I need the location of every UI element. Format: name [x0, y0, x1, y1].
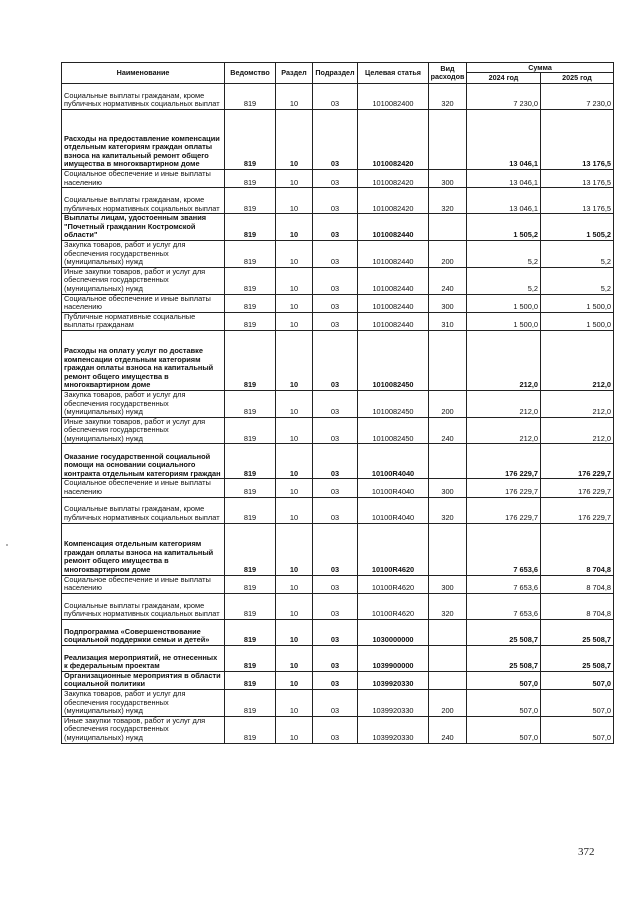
row-vedomstvo: 819 — [225, 523, 276, 575]
row-sum-2024: 1 505,2 — [467, 214, 541, 241]
row-expense-type: 240 — [429, 267, 467, 294]
row-podrazdel: 03 — [313, 593, 358, 619]
row-sum-2025: 212,0 — [541, 330, 614, 390]
row-name: Закупка товаров, работ и услуг для обеспечения государственных (муниципальных) нужд — [62, 240, 225, 267]
row-name: Иные закупки товаров, работ и услуг для обеспечения государственных (муниципальных) нужд — [62, 267, 225, 294]
row-podrazdel: 03 — [313, 444, 358, 479]
row-razdel: 10 — [276, 479, 313, 497]
row-sum-2024: 507,0 — [467, 690, 541, 717]
budget-table — [61, 62, 614, 744]
row-target-article: 1010082450 — [358, 390, 429, 417]
row-expense-type: 300 — [429, 294, 467, 312]
row-expense-type: 320 — [429, 84, 467, 110]
row-podrazdel: 03 — [313, 645, 358, 671]
row-expense-type: 300 — [429, 479, 467, 497]
row-vedomstvo: 819 — [225, 497, 276, 523]
table-row — [62, 267, 614, 294]
row-expense-type: 200 — [429, 240, 467, 267]
row-vedomstvo: 819 — [225, 417, 276, 444]
row-sum-2025: 8 704,8 — [541, 575, 614, 593]
row-target-article: 1010082440 — [358, 240, 429, 267]
row-vedomstvo: 819 — [225, 170, 276, 188]
row-target-article: 10100R4620 — [358, 523, 429, 575]
row-target-article: 10100R4620 — [358, 575, 429, 593]
row-name: Иные закупки товаров, работ и услуг для обеспечения государственных (муниципальных) нужд — [62, 417, 225, 444]
header-target-article: Целевая статья — [358, 63, 429, 84]
row-vedomstvo: 819 — [225, 188, 276, 214]
row-target-article: 1010082400 — [358, 84, 429, 110]
table-row — [62, 497, 614, 523]
row-razdel: 10 — [276, 110, 313, 170]
row-podrazdel: 03 — [313, 523, 358, 575]
header-razdel: Раздел — [276, 63, 313, 84]
row-vedomstvo: 819 — [225, 84, 276, 110]
row-sum-2025: 13 176,5 — [541, 110, 614, 170]
row-vedomstvo: 819 — [225, 214, 276, 241]
row-expense-type: 200 — [429, 690, 467, 717]
row-sum-2024: 5,2 — [467, 240, 541, 267]
table-header — [62, 63, 614, 84]
row-podrazdel: 03 — [313, 267, 358, 294]
row-expense-type: 240 — [429, 417, 467, 444]
table-row — [62, 645, 614, 671]
row-name: Иные закупки товаров, работ и услуг для обеспечения государственных (муниципальных) нужд — [62, 716, 225, 743]
row-sum-2025: 13 176,5 — [541, 188, 614, 214]
row-name: Социальные выплаты гражданам, кроме публичных нормативных социальных выплат — [62, 84, 225, 110]
row-sum-2025: 176 229,7 — [541, 497, 614, 523]
row-razdel: 10 — [276, 312, 313, 330]
row-vedomstvo: 819 — [225, 267, 276, 294]
row-target-article: 1010082440 — [358, 312, 429, 330]
row-expense-type: 200 — [429, 390, 467, 417]
table-row — [62, 575, 614, 593]
row-podrazdel: 03 — [313, 690, 358, 717]
row-sum-2025: 176 229,7 — [541, 479, 614, 497]
row-vedomstvo: 819 — [225, 240, 276, 267]
row-sum-2025: 13 176,5 — [541, 170, 614, 188]
row-target-article: 1010082440 — [358, 267, 429, 294]
row-podrazdel: 03 — [313, 312, 358, 330]
page-number: 372 — [578, 846, 595, 858]
row-sum-2024: 5,2 — [467, 267, 541, 294]
row-podrazdel: 03 — [313, 170, 358, 188]
row-name: Расходы на предоставление компенсации отдельным категориям граждан оплаты взноса на капитальный ремонт общего имущества в многоквартирном доме — [62, 110, 225, 170]
row-sum-2024: 176 229,7 — [467, 479, 541, 497]
row-name: Закупка товаров, работ и услуг для обеспечения государственных (муниципальных) нужд — [62, 390, 225, 417]
row-podrazdel: 03 — [313, 575, 358, 593]
row-target-article: 1039920330 — [358, 716, 429, 743]
row-sum-2025: 25 508,7 — [541, 619, 614, 645]
row-sum-2025: 1 505,2 — [541, 214, 614, 241]
row-name: Выплаты лицам, удостоенным звания "Почетный гражданин Костромской области" — [62, 214, 225, 241]
row-name: Социальное обеспечение и иные выплаты населению — [62, 575, 225, 593]
row-sum-2025: 1 500,0 — [541, 294, 614, 312]
row-sum-2024: 212,0 — [467, 330, 541, 390]
table-row — [62, 214, 614, 241]
row-sum-2024: 7 653,6 — [467, 523, 541, 575]
row-razdel: 10 — [276, 390, 313, 417]
row-vedomstvo: 819 — [225, 330, 276, 390]
row-name: Подпрограмма «Совершенствование социальной поддержки семьи и детей» — [62, 619, 225, 645]
row-razdel: 10 — [276, 690, 313, 717]
row-vedomstvo: 819 — [225, 575, 276, 593]
row-sum-2024: 176 229,7 — [467, 444, 541, 479]
row-razdel: 10 — [276, 645, 313, 671]
row-name: Социальное обеспечение и иные выплаты населению — [62, 479, 225, 497]
row-razdel: 10 — [276, 267, 313, 294]
row-expense-type — [429, 330, 467, 390]
table-row — [62, 110, 614, 170]
row-expense-type: 310 — [429, 312, 467, 330]
header-sum: Сумма — [467, 63, 614, 73]
row-sum-2025: 212,0 — [541, 390, 614, 417]
row-razdel: 10 — [276, 523, 313, 575]
row-target-article: 1039920330 — [358, 690, 429, 717]
row-sum-2025: 212,0 — [541, 417, 614, 444]
row-razdel: 10 — [276, 170, 313, 188]
row-target-article: 1010082440 — [358, 294, 429, 312]
row-podrazdel: 03 — [313, 84, 358, 110]
table-row — [62, 170, 614, 188]
row-sum-2024: 507,0 — [467, 671, 541, 689]
header-year-2024: 2024 год — [467, 73, 541, 84]
table-row — [62, 671, 614, 689]
row-podrazdel: 03 — [313, 716, 358, 743]
table-row — [62, 390, 614, 417]
table-row — [62, 523, 614, 575]
row-vedomstvo: 819 — [225, 110, 276, 170]
row-sum-2024: 176 229,7 — [467, 497, 541, 523]
row-expense-type — [429, 645, 467, 671]
row-expense-type — [429, 523, 467, 575]
row-target-article: 10100R4620 — [358, 593, 429, 619]
row-razdel: 10 — [276, 444, 313, 479]
row-razdel: 10 — [276, 417, 313, 444]
row-target-article: 1010082450 — [358, 417, 429, 444]
row-podrazdel: 03 — [313, 214, 358, 241]
header-podrazdel: Подраздел — [313, 63, 358, 84]
row-name: Социальное обеспечение и иные выплаты населению — [62, 170, 225, 188]
table-row — [62, 294, 614, 312]
row-podrazdel: 03 — [313, 479, 358, 497]
row-vedomstvo: 819 — [225, 671, 276, 689]
row-sum-2024: 25 508,7 — [467, 619, 541, 645]
row-sum-2024: 1 500,0 — [467, 312, 541, 330]
row-razdel: 10 — [276, 575, 313, 593]
row-target-article: 10100R4040 — [358, 479, 429, 497]
row-name: Социальное обеспечение и иные выплаты населению — [62, 294, 225, 312]
row-name: Публичные нормативные социальные выплаты гражданам — [62, 312, 225, 330]
row-target-article: 1010082420 — [358, 170, 429, 188]
row-razdel: 10 — [276, 240, 313, 267]
row-sum-2025: 25 508,7 — [541, 645, 614, 671]
table-row — [62, 330, 614, 390]
row-vedomstvo: 819 — [225, 593, 276, 619]
row-expense-type — [429, 444, 467, 479]
row-vedomstvo: 819 — [225, 294, 276, 312]
row-expense-type: 240 — [429, 716, 467, 743]
row-expense-type: 320 — [429, 497, 467, 523]
row-name: Реализация мероприятий, не отнесенных к федеральным проектам — [62, 645, 225, 671]
row-podrazdel: 03 — [313, 294, 358, 312]
row-razdel: 10 — [276, 330, 313, 390]
row-sum-2024: 13 046,1 — [467, 188, 541, 214]
row-sum-2024: 25 508,7 — [467, 645, 541, 671]
row-razdel: 10 — [276, 593, 313, 619]
row-podrazdel: 03 — [313, 619, 358, 645]
row-target-article: 10100R4040 — [358, 444, 429, 479]
row-sum-2024: 212,0 — [467, 417, 541, 444]
table-row — [62, 84, 614, 110]
row-name: Социальные выплаты гражданам, кроме публичных нормативных социальных выплат — [62, 188, 225, 214]
row-target-article: 1039920330 — [358, 671, 429, 689]
row-podrazdel: 03 — [313, 110, 358, 170]
scan-speck — [6, 544, 8, 546]
row-expense-type — [429, 671, 467, 689]
row-vedomstvo: 819 — [225, 312, 276, 330]
row-expense-type — [429, 214, 467, 241]
row-vedomstvo: 819 — [225, 716, 276, 743]
row-podrazdel: 03 — [313, 188, 358, 214]
row-expense-type: 320 — [429, 188, 467, 214]
row-name: Социальные выплаты гражданам, кроме публичных нормативных социальных выплат — [62, 497, 225, 523]
row-podrazdel: 03 — [313, 330, 358, 390]
row-expense-type: 300 — [429, 575, 467, 593]
table-row — [62, 188, 614, 214]
row-sum-2025: 8 704,8 — [541, 523, 614, 575]
row-target-article: 1030000000 — [358, 619, 429, 645]
row-vedomstvo: 819 — [225, 390, 276, 417]
row-vedomstvo: 819 — [225, 479, 276, 497]
row-sum-2025: 7 230,0 — [541, 84, 614, 110]
table-body — [62, 84, 614, 744]
row-name: Расходы на оплату услуг по доставке компенсации отдельным категориям граждан оплаты взноса на капитальный ремонт общего имущества в многоквартирном доме — [62, 330, 225, 390]
row-podrazdel: 03 — [313, 497, 358, 523]
row-razdel: 10 — [276, 671, 313, 689]
row-name: Компенсация отдельным категориям граждан оплаты взноса на капитальный ремонт общего имущества в многоквартирном доме — [62, 523, 225, 575]
row-target-article: 1010082420 — [358, 110, 429, 170]
table-row — [62, 240, 614, 267]
row-name: Закупка товаров, работ и услуг для обеспечения государственных (муниципальных) нужд — [62, 690, 225, 717]
row-sum-2025: 507,0 — [541, 671, 614, 689]
table-row — [62, 312, 614, 330]
row-sum-2024: 7 653,6 — [467, 575, 541, 593]
row-sum-2025: 5,2 — [541, 240, 614, 267]
row-target-article: 1039900000 — [358, 645, 429, 671]
header-name: Наименование — [62, 63, 225, 84]
table-row — [62, 690, 614, 717]
row-expense-type: 320 — [429, 593, 467, 619]
row-podrazdel: 03 — [313, 390, 358, 417]
row-sum-2024: 13 046,1 — [467, 170, 541, 188]
row-podrazdel: 03 — [313, 417, 358, 444]
row-razdel: 10 — [276, 497, 313, 523]
row-expense-type — [429, 619, 467, 645]
row-expense-type — [429, 110, 467, 170]
row-sum-2025: 507,0 — [541, 716, 614, 743]
row-razdel: 10 — [276, 716, 313, 743]
row-sum-2025: 1 500,0 — [541, 312, 614, 330]
row-sum-2024: 7 230,0 — [467, 84, 541, 110]
row-razdel: 10 — [276, 294, 313, 312]
header-expense-type: Вид расходов — [429, 63, 467, 84]
header-vedomstvo: Ведомство — [225, 63, 276, 84]
table-row — [62, 619, 614, 645]
row-sum-2024: 1 500,0 — [467, 294, 541, 312]
header-year-2025: 2025 год — [541, 73, 614, 84]
row-sum-2025: 507,0 — [541, 690, 614, 717]
table-row — [62, 417, 614, 444]
row-sum-2025: 8 704,8 — [541, 593, 614, 619]
row-podrazdel: 03 — [313, 671, 358, 689]
row-name: Оказание государственной социальной помощи на основании социального контракта отдельным категориям граждан — [62, 444, 225, 479]
row-razdel: 10 — [276, 214, 313, 241]
budget-sheet — [61, 62, 613, 744]
row-razdel: 10 — [276, 188, 313, 214]
row-name: Организационные мероприятия в области социальной политики — [62, 671, 225, 689]
row-expense-type: 300 — [429, 170, 467, 188]
row-target-article: 1010082450 — [358, 330, 429, 390]
table-row — [62, 479, 614, 497]
row-razdel: 10 — [276, 619, 313, 645]
row-vedomstvo: 819 — [225, 619, 276, 645]
row-vedomstvo: 819 — [225, 690, 276, 717]
row-sum-2025: 176 229,7 — [541, 444, 614, 479]
row-razdel: 10 — [276, 84, 313, 110]
row-sum-2024: 507,0 — [467, 716, 541, 743]
row-sum-2025: 5,2 — [541, 267, 614, 294]
row-target-article: 1010082440 — [358, 214, 429, 241]
row-sum-2024: 7 653,6 — [467, 593, 541, 619]
row-name: Социальные выплаты гражданам, кроме публичных нормативных социальных выплат — [62, 593, 225, 619]
row-vedomstvo: 819 — [225, 444, 276, 479]
row-target-article: 10100R4040 — [358, 497, 429, 523]
table-row — [62, 444, 614, 479]
table-row — [62, 593, 614, 619]
row-sum-2024: 212,0 — [467, 390, 541, 417]
row-vedomstvo: 819 — [225, 645, 276, 671]
row-target-article: 1010082420 — [358, 188, 429, 214]
row-sum-2024: 13 046,1 — [467, 110, 541, 170]
table-row — [62, 716, 614, 743]
row-podrazdel: 03 — [313, 240, 358, 267]
